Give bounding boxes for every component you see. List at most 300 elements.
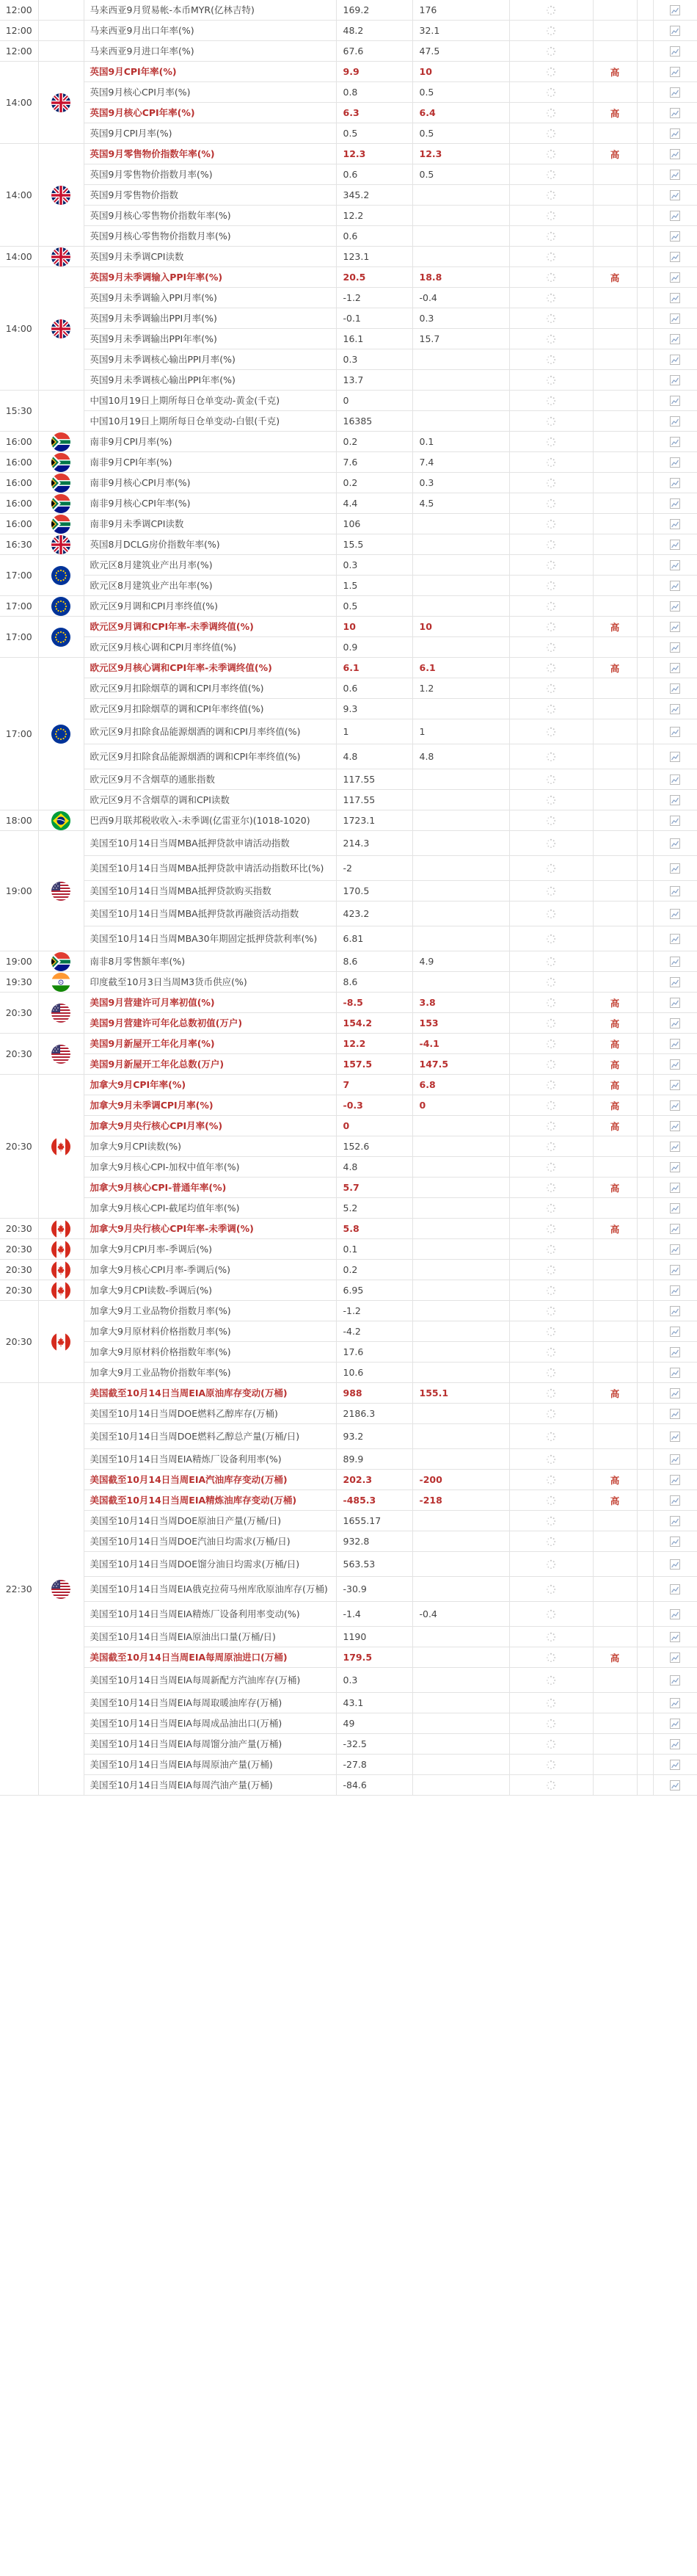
indicator-name[interactable]: 欧元区9月不含烟草的通胀指数 <box>84 769 336 790</box>
loading-spinner-icon <box>546 934 556 944</box>
chart-cell[interactable] <box>653 1449 697 1470</box>
indicator-name[interactable]: 美国至10月14日当周MBA30年期固定抵押贷款利率(%) <box>84 926 336 951</box>
indicator-name[interactable]: 英国9月未季调CPI读数 <box>84 247 336 267</box>
line-chart-icon[interactable] <box>669 1536 681 1548</box>
chart-cell[interactable] <box>653 473 697 493</box>
line-chart-icon[interactable] <box>669 66 681 78</box>
chart-cell[interactable] <box>653 1198 697 1219</box>
indicator-name[interactable]: 美国至10月14日当周EIA俄克拉荷马州库欣原油库存(万桶) <box>84 1577 336 1602</box>
chart-cell[interactable] <box>653 493 697 514</box>
us-flag-icon <box>51 1004 70 1023</box>
indicator-name[interactable]: 英国9月核心CPI年率(%) <box>84 103 336 123</box>
line-chart-icon[interactable] <box>669 189 681 201</box>
chart-cell[interactable] <box>653 1647 697 1668</box>
chart-cell[interactable] <box>653 1602 697 1627</box>
line-chart-icon[interactable] <box>669 1079 681 1091</box>
chart-cell[interactable] <box>653 1734 697 1755</box>
previous-value: 0.1 <box>412 432 509 452</box>
chart-cell[interactable] <box>653 391 697 411</box>
chart-cell[interactable] <box>653 226 697 247</box>
chart-cell[interactable] <box>653 972 697 993</box>
indicator-name[interactable]: 欧元区9月扣除烟草的调和CPI月率终值(%) <box>84 678 336 699</box>
previous-value <box>412 370 509 391</box>
line-chart-icon[interactable] <box>669 838 681 849</box>
chart-cell[interactable] <box>653 370 697 391</box>
chart-cell[interactable] <box>653 1363 697 1383</box>
line-chart-icon[interactable] <box>669 1264 681 1276</box>
indicator-name[interactable]: 美国9月新屋开工年化月率(%) <box>84 1034 336 1054</box>
chart-cell[interactable] <box>653 1342 697 1363</box>
line-chart-icon[interactable] <box>669 1474 681 1486</box>
country-flag-cell <box>38 1383 84 1796</box>
indicator-name[interactable]: 中国10月19日上期所每日仓单变动-白银(千克) <box>84 411 336 432</box>
indicator-name[interactable]: 欧元区9月扣除食品能源烟酒的调和CPI年率终值(%) <box>84 744 336 769</box>
line-chart-icon[interactable] <box>669 794 681 806</box>
indicator-name[interactable]: 加拿大9月CPI读数(%) <box>84 1136 336 1157</box>
chart-cell[interactable] <box>653 308 697 329</box>
indicator-name[interactable]: 南非9月未季调CPI读数 <box>84 514 336 534</box>
indicator-name[interactable]: 巴西9月联邦税收收入-未季调(亿雷亚尔)(1018-1020) <box>84 810 336 831</box>
line-chart-icon[interactable] <box>669 1100 681 1111</box>
chart-cell[interactable] <box>653 1301 697 1321</box>
line-chart-icon[interactable] <box>669 885 681 897</box>
chart-cell[interactable] <box>653 926 697 951</box>
line-chart-icon[interactable] <box>669 333 681 345</box>
line-chart-icon[interactable] <box>669 1559 681 1570</box>
line-chart-icon[interactable] <box>669 1652 681 1663</box>
chart-cell[interactable] <box>653 810 697 831</box>
chart-cell[interactable] <box>653 247 697 267</box>
chart-cell[interactable] <box>653 678 697 699</box>
forecast-cell <box>509 1321 593 1342</box>
indicator-name[interactable]: 美国至10月14日当周DOE燃料乙醇总产量(万桶/日) <box>84 1424 336 1449</box>
indicator-name[interactable]: 美国至10月14日当周EIA每周汽油产量(万桶) <box>84 1775 336 1796</box>
indicator-name[interactable]: 美国至10月14日当周EIA每周原油产量(万桶) <box>84 1755 336 1775</box>
line-chart-icon[interactable] <box>669 1182 681 1194</box>
chart-cell[interactable] <box>653 1470 697 1490</box>
indicator-name[interactable]: 马来西亚9月出口年率(%) <box>84 21 336 41</box>
event-time: 17:00 <box>0 658 38 810</box>
chart-cell[interactable] <box>653 514 697 534</box>
previous-value <box>412 1552 509 1577</box>
chart-cell[interactable] <box>653 658 697 678</box>
line-chart-icon[interactable] <box>669 128 681 139</box>
indicator-name[interactable]: 欧元区9月扣除烟草的调和CPI年率终值(%) <box>84 699 336 719</box>
indicator-name[interactable]: 加拿大9月CPI读数-季调后(%) <box>84 1280 336 1301</box>
loading-spinner-icon <box>546 1454 556 1465</box>
line-chart-icon[interactable] <box>669 148 681 160</box>
importance-badge <box>593 678 637 699</box>
indicator-name[interactable]: 加拿大9月工业品物价指数年率(%) <box>84 1363 336 1383</box>
chart-cell[interactable] <box>653 901 697 926</box>
line-chart-icon[interactable] <box>669 1718 681 1730</box>
chart-cell[interactable] <box>653 1136 697 1157</box>
chart-cell[interactable] <box>653 699 697 719</box>
indicator-name[interactable]: 美国至10月14日当周EIA每周成品油出口(万桶) <box>84 1713 336 1734</box>
indicator-name[interactable]: 美国至10月14日当周DOE馏分油日均需求(万桶/日) <box>84 1552 336 1577</box>
indicator-name[interactable]: 英国9月未季调输入PPI年率(%) <box>84 267 336 288</box>
indicator-name[interactable]: 英国9月核心零售物价指数年率(%) <box>84 206 336 226</box>
line-chart-icon[interactable] <box>669 498 681 509</box>
chart-cell[interactable] <box>653 1054 697 1075</box>
ca-flag-icon <box>51 1219 70 1238</box>
indicator-name[interactable]: 欧元区9月核心调和CPI年率-未季调终值(%) <box>84 658 336 678</box>
chart-cell[interactable] <box>653 1404 697 1424</box>
indicator-name[interactable]: 美国9月营建许可月率初值(%) <box>84 993 336 1013</box>
indicator-name[interactable]: 美国至10月14日当周DOE燃料乙醇库存(万桶) <box>84 1404 336 1424</box>
indicator-name[interactable]: 英国8月DCLG房价指数年率(%) <box>84 534 336 555</box>
actual-value: 170.5 <box>336 881 412 901</box>
indicator-name[interactable]: 欧元区9月调和CPI月率终值(%) <box>84 596 336 617</box>
importance-badge <box>593 810 637 831</box>
indicator-name[interactable]: 美国9月新屋开工年化总数(万户) <box>84 1054 336 1075</box>
actual-value: 0.6 <box>336 678 412 699</box>
table-row <box>0 329 697 349</box>
line-chart-icon[interactable] <box>669 580 681 592</box>
line-chart-icon[interactable] <box>669 956 681 968</box>
line-chart-icon[interactable] <box>669 374 681 386</box>
indicator-name[interactable]: 英国9月CPI年率(%) <box>84 62 336 82</box>
spacer-cell <box>637 329 653 349</box>
line-chart-icon[interactable] <box>669 107 681 119</box>
line-chart-icon[interactable] <box>669 1244 681 1255</box>
indicator-name[interactable]: 英国9月核心零售物价指数月率(%) <box>84 226 336 247</box>
line-chart-icon[interactable] <box>669 4 681 16</box>
chart-cell[interactable] <box>653 1095 697 1116</box>
chart-cell[interactable] <box>653 1713 697 1734</box>
indicator-name[interactable]: 美国至10月14日当周EIA每周取暖油库存(万桶) <box>84 1693 336 1713</box>
line-chart-icon[interactable] <box>669 1608 681 1620</box>
chart-cell[interactable] <box>653 1116 697 1136</box>
line-chart-icon[interactable] <box>669 1038 681 1050</box>
chart-cell[interactable] <box>653 349 697 370</box>
chart-cell[interactable] <box>653 617 697 637</box>
indicator-name[interactable]: 欧元区8月建筑业产出月率(%) <box>84 555 336 576</box>
indicator-name[interactable]: 英国9月未季调输出PPI月率(%) <box>84 308 336 329</box>
line-chart-icon[interactable] <box>669 1697 681 1709</box>
indicator-name[interactable]: 加拿大9月原材料价格指数年率(%) <box>84 1342 336 1363</box>
table-row <box>0 1054 697 1075</box>
chart-cell[interactable] <box>653 1075 697 1095</box>
indicator-name[interactable]: 英国9月未季调核心输出PPI年率(%) <box>84 370 336 391</box>
chart-cell[interactable] <box>653 452 697 473</box>
chart-cell[interactable] <box>653 1383 697 1404</box>
chart-cell[interactable] <box>653 831 697 856</box>
line-chart-icon[interactable] <box>669 908 681 920</box>
indicator-name[interactable]: 英国9月CPI月率(%) <box>84 123 336 144</box>
line-chart-icon[interactable] <box>669 683 681 694</box>
line-chart-icon[interactable] <box>669 539 681 551</box>
chart-cell[interactable] <box>653 1552 697 1577</box>
indicator-name[interactable]: 加拿大9月原材料价格指数月率(%) <box>84 1321 336 1342</box>
chart-cell[interactable] <box>653 1490 697 1511</box>
table-row <box>0 719 697 744</box>
loading-spinner-icon <box>546 1609 556 1619</box>
indicator-name[interactable]: 美国至10月14日当周MBA抵押贷款申请活动指数环比(%) <box>84 856 336 881</box>
indicator-name[interactable]: 加拿大9月核心CPI-加权中值年率(%) <box>84 1157 336 1178</box>
country-flag-cell <box>38 993 84 1034</box>
chart-cell[interactable] <box>653 596 697 617</box>
chart-cell[interactable] <box>653 41 697 62</box>
indicator-name[interactable]: 美国截至10月14日当周EIA汽油库存变动(万桶) <box>84 1470 336 1490</box>
spacer-cell <box>637 370 653 391</box>
line-chart-icon[interactable] <box>669 292 681 304</box>
indicator-name[interactable]: 欧元区8月建筑业产出年率(%) <box>84 576 336 596</box>
chart-cell[interactable] <box>653 1280 697 1301</box>
chart-cell[interactable] <box>653 185 697 206</box>
line-chart-icon[interactable] <box>669 354 681 366</box>
indicator-name[interactable]: 加拿大9月工业品物价指数月率(%) <box>84 1301 336 1321</box>
indicator-name[interactable]: 加拿大9月核心CPI-普通年率(%) <box>84 1178 336 1198</box>
line-chart-icon[interactable] <box>669 395 681 407</box>
indicator-name[interactable]: 美国至10月14日当周EIA原油出口量(万桶/日) <box>84 1627 336 1647</box>
line-chart-icon[interactable] <box>669 518 681 530</box>
indicator-name[interactable]: 美国至10月14日当周MBA抵押贷款申请活动指数 <box>84 831 336 856</box>
indicator-name[interactable]: 英国9月零售物价指数年率(%) <box>84 144 336 164</box>
line-chart-icon[interactable] <box>669 46 681 57</box>
indicator-name[interactable]: 美国至10月14日当周EIA每周馏分油产量(万桶) <box>84 1734 336 1755</box>
chart-cell[interactable] <box>653 21 697 41</box>
indicator-name[interactable]: 美国至10月14日当周EIA精炼厂设备利用率(%) <box>84 1449 336 1470</box>
line-chart-icon[interactable] <box>669 559 681 571</box>
line-chart-icon[interactable] <box>669 436 681 448</box>
importance-badge: 高 <box>593 1013 637 1034</box>
line-chart-icon[interactable] <box>669 1367 681 1379</box>
indicator-name[interactable]: 中国10月19日上期所每日仓单变动-黄金(千克) <box>84 391 336 411</box>
indicator-name[interactable]: 美国至10月14日当周EIA每周新配方汽油库存(万桶) <box>84 1668 336 1693</box>
indicator-name[interactable]: 英国9月未季调核心输出PPI月率(%) <box>84 349 336 370</box>
indicator-name[interactable]: 马来西亚9月贸易帐-本币MYR(亿林吉特) <box>84 0 336 21</box>
chart-cell[interactable] <box>653 1531 697 1552</box>
spacer-cell <box>637 901 653 926</box>
line-chart-icon[interactable] <box>669 815 681 827</box>
line-chart-icon[interactable] <box>669 1454 681 1465</box>
chart-cell[interactable] <box>653 856 697 881</box>
chart-cell[interactable] <box>653 1013 697 1034</box>
line-chart-icon[interactable] <box>669 1738 681 1750</box>
chart-cell[interactable] <box>653 1219 697 1239</box>
indicator-name[interactable]: 加拿大9月核心CPI月率-季调后(%) <box>84 1260 336 1280</box>
chart-cell[interactable] <box>653 534 697 555</box>
chart-cell[interactable] <box>653 103 697 123</box>
chart-cell[interactable] <box>653 1321 697 1342</box>
line-chart-icon[interactable] <box>669 1326 681 1338</box>
chart-cell[interactable] <box>653 576 697 596</box>
line-chart-icon[interactable] <box>669 251 681 263</box>
chart-cell[interactable] <box>653 1424 697 1449</box>
indicator-name[interactable]: 南非9月核心CPI年率(%) <box>84 493 336 514</box>
loading-spinner-icon <box>546 663 556 673</box>
line-chart-icon[interactable] <box>669 169 681 181</box>
line-chart-icon[interactable] <box>669 210 681 222</box>
line-chart-icon[interactable] <box>669 774 681 786</box>
line-chart-icon[interactable] <box>669 703 681 715</box>
indicator-name[interactable]: 南非9月CPI月率(%) <box>84 432 336 452</box>
chart-cell[interactable] <box>653 719 697 744</box>
line-chart-icon[interactable] <box>669 1759 681 1771</box>
line-chart-icon[interactable] <box>669 1059 681 1070</box>
indicator-name[interactable]: 英国9月零售物价指数 <box>84 185 336 206</box>
line-chart-icon[interactable] <box>669 1431 681 1443</box>
indicator-name[interactable]: 加拿大9月未季调CPI月率(%) <box>84 1095 336 1116</box>
chart-cell[interactable] <box>653 329 697 349</box>
line-chart-icon[interactable] <box>669 231 681 242</box>
line-chart-icon[interactable] <box>669 933 681 945</box>
line-chart-icon[interactable] <box>669 1285 681 1296</box>
actual-value: -2 <box>336 856 412 881</box>
line-chart-icon[interactable] <box>669 976 681 988</box>
indicator-name[interactable]: 英国9月未季调输入PPI月率(%) <box>84 288 336 308</box>
line-chart-icon[interactable] <box>669 621 681 633</box>
chart-cell[interactable] <box>653 432 697 452</box>
chart-cell[interactable] <box>653 1034 697 1054</box>
chart-cell[interactable] <box>653 1627 697 1647</box>
forecast-cell <box>509 744 593 769</box>
chart-cell[interactable] <box>653 1178 697 1198</box>
country-flag-cell <box>38 555 84 596</box>
actual-value: 157.5 <box>336 1054 412 1075</box>
chart-cell[interactable] <box>653 1668 697 1693</box>
indicator-name[interactable]: 美国至10月14日当周DOE汽油日均需求(万桶/日) <box>84 1531 336 1552</box>
line-chart-icon[interactable] <box>669 1223 681 1235</box>
indicator-name[interactable]: 印度截至10月3日当周M3货币供应(%) <box>84 972 336 993</box>
chart-cell[interactable] <box>653 1260 697 1280</box>
indicator-name[interactable]: 加拿大9月CPI年率(%) <box>84 1075 336 1095</box>
chart-cell[interactable] <box>653 411 697 432</box>
line-chart-icon[interactable] <box>669 1305 681 1317</box>
line-chart-icon[interactable] <box>669 1515 681 1527</box>
line-chart-icon[interactable] <box>669 726 681 738</box>
chart-cell[interactable] <box>653 881 697 901</box>
indicator-name[interactable]: 南非8月零售额年率(%) <box>84 951 336 972</box>
line-chart-icon[interactable] <box>669 416 681 427</box>
line-chart-icon[interactable] <box>669 1161 681 1173</box>
previous-value <box>412 1404 509 1424</box>
chart-cell[interactable] <box>653 951 697 972</box>
chart-cell[interactable] <box>653 993 697 1013</box>
indicator-name[interactable]: 英国9月核心CPI月率(%) <box>84 82 336 103</box>
loading-spinner-icon <box>546 998 556 1008</box>
line-chart-icon[interactable] <box>669 1408 681 1420</box>
indicator-name[interactable]: 加拿大9月央行核心CPI年率-未季调(%) <box>84 1219 336 1239</box>
indicator-name[interactable]: 加拿大9月央行核心CPI月率(%) <box>84 1116 336 1136</box>
line-chart-icon[interactable] <box>669 662 681 674</box>
chart-cell[interactable] <box>653 555 697 576</box>
indicator-name[interactable]: 英国9月零售物价指数月率(%) <box>84 164 336 185</box>
indicator-name[interactable]: 欧元区9月不含烟草的调和CPI读数 <box>84 790 336 810</box>
chart-cell[interactable] <box>653 744 697 769</box>
indicator-name[interactable]: 欧元区9月调和CPI年率-未季调终值(%) <box>84 617 336 637</box>
chart-cell[interactable] <box>653 1157 697 1178</box>
line-chart-icon[interactable] <box>669 601 681 612</box>
line-chart-icon[interactable] <box>669 1346 681 1358</box>
chart-cell[interactable] <box>653 1775 697 1796</box>
line-chart-icon[interactable] <box>669 1017 681 1029</box>
line-chart-icon[interactable] <box>669 1141 681 1153</box>
previous-value <box>412 1775 509 1796</box>
table-row <box>0 596 697 617</box>
line-chart-icon[interactable] <box>669 863 681 874</box>
actual-value: 154.2 <box>336 1013 412 1034</box>
chart-cell[interactable] <box>653 637 697 658</box>
indicator-name[interactable]: 加拿大9月CPI月率-季调后(%) <box>84 1239 336 1260</box>
indicator-name[interactable]: 南非9月CPI年率(%) <box>84 452 336 473</box>
line-chart-icon[interactable] <box>669 25 681 37</box>
indicator-name[interactable]: 加拿大9月核心CPI-截尾均值年率(%) <box>84 1198 336 1219</box>
line-chart-icon[interactable] <box>669 1202 681 1214</box>
actual-value: -0.1 <box>336 308 412 329</box>
line-chart-icon[interactable] <box>669 1583 681 1595</box>
previous-value: 6.1 <box>412 658 509 678</box>
line-chart-icon[interactable] <box>669 272 681 283</box>
line-chart-icon[interactable] <box>669 1495 681 1506</box>
chart-cell[interactable] <box>653 790 697 810</box>
line-chart-icon[interactable] <box>669 751 681 763</box>
chart-cell[interactable] <box>653 1239 697 1260</box>
chart-cell[interactable] <box>653 769 697 790</box>
line-chart-icon[interactable] <box>669 87 681 98</box>
line-chart-icon[interactable] <box>669 1120 681 1132</box>
indicator-name[interactable]: 美国截至10月14日当周EIA精炼油库存变动(万桶) <box>84 1490 336 1511</box>
indicator-name[interactable]: 美国截至10月14日当周EIA每周原油进口(万桶) <box>84 1647 336 1668</box>
indicator-name[interactable]: 美国截至10月14日当周EIA原油库存变动(万桶) <box>84 1383 336 1404</box>
chart-cell[interactable] <box>653 164 697 185</box>
indicator-name[interactable]: 美国至10月14日当周MBA抵押贷款购买指数 <box>84 881 336 901</box>
indicator-name[interactable]: 英国9月未季调输出PPI年率(%) <box>84 329 336 349</box>
chart-cell[interactable] <box>653 1511 697 1531</box>
chart-cell[interactable] <box>653 288 697 308</box>
actual-value: 1190 <box>336 1627 412 1647</box>
indicator-name[interactable]: 美国9月营建许可年化总数初值(万户) <box>84 1013 336 1034</box>
line-chart-icon[interactable] <box>669 313 681 324</box>
chart-cell[interactable] <box>653 1693 697 1713</box>
line-chart-icon[interactable] <box>669 1779 681 1791</box>
previous-value: 4.9 <box>412 951 509 972</box>
event-time: 18:00 <box>0 810 38 831</box>
chart-cell[interactable] <box>653 267 697 288</box>
chart-cell[interactable] <box>653 144 697 164</box>
indicator-name[interactable]: 美国至10月14日当周MBA抵押贷款再融资活动指数 <box>84 901 336 926</box>
indicator-name[interactable]: 马来西亚9月进口年率(%) <box>84 41 336 62</box>
spacer-cell <box>637 1668 653 1693</box>
table-row <box>0 164 697 185</box>
actual-value: 214.3 <box>336 831 412 856</box>
indicator-name[interactable]: 美国至10月14日当周DOE原油日产量(万桶/日) <box>84 1511 336 1531</box>
indicator-name[interactable]: 美国至10月14日当周EIA精炼厂设备利用率变动(%) <box>84 1602 336 1627</box>
loading-spinner-icon <box>546 581 556 591</box>
line-chart-icon[interactable] <box>669 477 681 489</box>
spacer-cell <box>637 1531 653 1552</box>
line-chart-icon[interactable] <box>669 1631 681 1643</box>
line-chart-icon[interactable] <box>669 1675 681 1686</box>
importance-badge: 高 <box>593 1054 637 1075</box>
chart-cell[interactable] <box>653 0 697 21</box>
line-chart-icon[interactable] <box>669 642 681 653</box>
chart-cell[interactable] <box>653 1577 697 1602</box>
indicator-name[interactable]: 欧元区9月核心调和CPI月率终值(%) <box>84 637 336 658</box>
chart-cell[interactable] <box>653 123 697 144</box>
line-chart-icon[interactable] <box>669 457 681 468</box>
chart-cell[interactable] <box>653 82 697 103</box>
chart-cell[interactable] <box>653 206 697 226</box>
indicator-name[interactable]: 欧元区9月扣除食品能源烟酒的调和CPI月率终值(%) <box>84 719 336 744</box>
indicator-name[interactable]: 南非9月核心CPI月率(%) <box>84 473 336 493</box>
line-chart-icon[interactable] <box>669 997 681 1009</box>
chart-cell[interactable] <box>653 62 697 82</box>
importance-badge <box>593 1531 637 1552</box>
chart-cell[interactable] <box>653 1755 697 1775</box>
line-chart-icon[interactable] <box>669 1387 681 1399</box>
